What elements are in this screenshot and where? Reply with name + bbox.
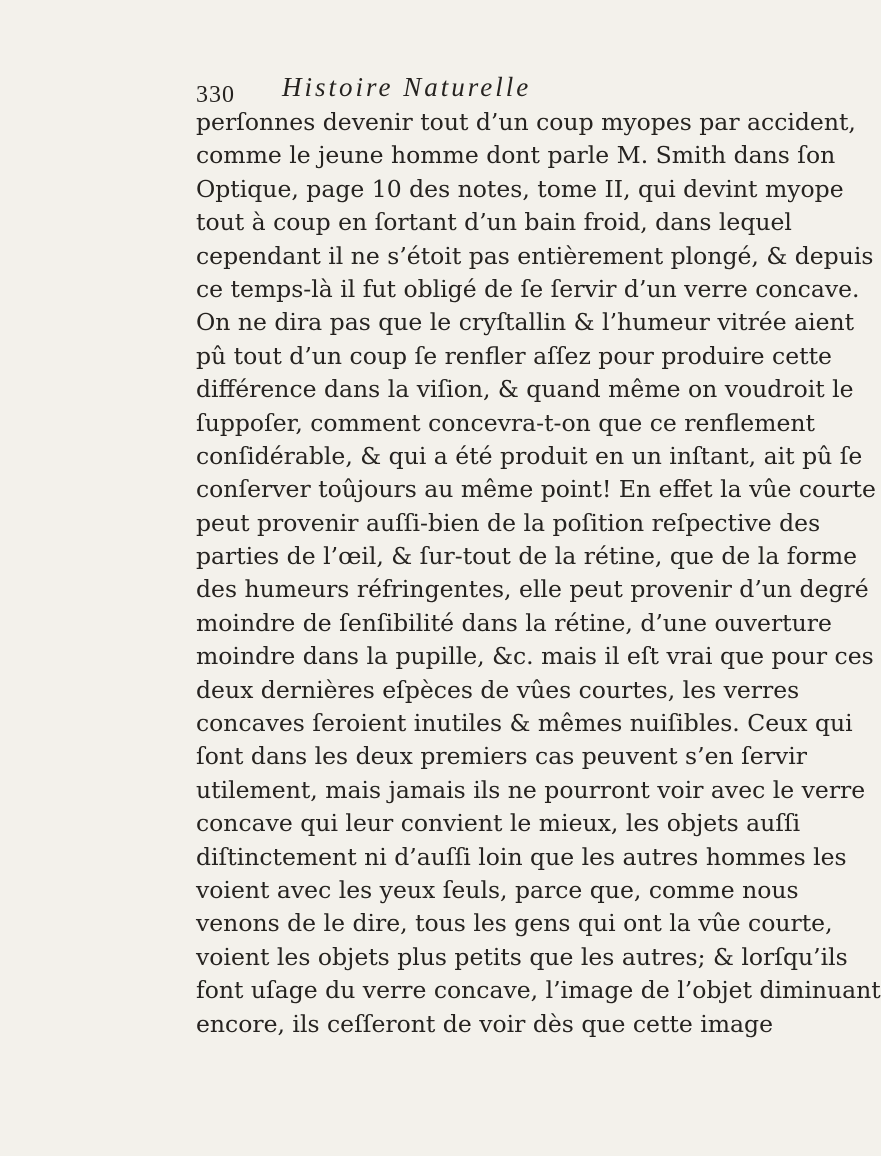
text-line: moindre dans la pupille, &c. mais il eſt vrai que pour ces xyxy=(196,642,874,671)
text-line: voient avec les yeux ſeuls, parce que, comme nous xyxy=(196,875,799,904)
text-line: tout à coup en ſortant d’un bain froid, dans lequel xyxy=(196,208,792,237)
page-number: 330 xyxy=(196,82,235,108)
body-text xyxy=(196,106,881,1041)
text-line: On ne dira pas que le cryſtallin & l’humeur vitrée aient xyxy=(196,308,855,337)
text-line: Optique, page 10 des notes, tome II, qui devint myope xyxy=(196,174,844,203)
text-line: concaves ſeroient inutiles & mêmes nuiſibles. Ceux qui xyxy=(196,709,853,738)
text-line: diſtinctement ni d’auſſi loin que les autres hommes les xyxy=(196,842,847,871)
text-line: peut provenir auſſi-bien de la poſition reſpective des xyxy=(196,508,821,537)
text-line: voient les objets plus petits que les autres; & lorſqu’ils xyxy=(196,942,848,971)
text-line: venons de le dire, tous les gens qui ont la vûe courte, xyxy=(196,909,833,938)
text-line: ſuppoſer, comment concevra-t-on que ce renflement xyxy=(196,408,815,437)
text-line: font uſage du verre concave, l’image de l’objet diminuant xyxy=(196,976,881,1005)
running-head: Histoire Naturelle xyxy=(282,72,532,102)
text-line: utilement, mais jamais ils ne pourront voir avec le verre xyxy=(196,775,866,804)
text-line: comme le jeune homme dont parle M. Smith dans ſon xyxy=(196,141,836,170)
text-line: encore, ils ceſſeront de voir dès que cette image xyxy=(196,1009,773,1038)
text-line: conſidérable, & qui a été produit en un inſtant, ait pû ſe xyxy=(196,441,863,470)
text-line: concave qui leur convient le mieux, les objets auſſi xyxy=(196,809,801,838)
text-line: des humeurs réfringentes, elle peut provenir d’un degré xyxy=(196,575,869,604)
text-line: ce temps-là il fut obligé de ſe ſervir d’un verre concave. xyxy=(196,274,860,303)
text-line: perſonnes devenir tout d’un coup myopes par accident, xyxy=(196,108,856,136)
text-line: pû tout d’un coup ſe renfler aſſez pour produire cette xyxy=(196,341,832,370)
text-line: conſerver toûjours au même point! En effet la vûe courte xyxy=(196,475,876,504)
text-line: moindre de ſenſibilité dans la rétine, d’une ouverture xyxy=(196,608,832,637)
page-header xyxy=(196,68,756,108)
text-line: cependant il ne s’étoit pas entièrement plongé, & depuis xyxy=(196,241,874,270)
text-line: deux dernières eſpèces de vûes courtes, les verres xyxy=(196,675,800,704)
text-line: différence dans la viſion, & quand même on voudroit le xyxy=(196,375,854,404)
text-line: ſont dans les deux premiers cas peuvent s’en ſervir xyxy=(196,742,807,771)
text-line: parties de l’œil, & ſur-tout de la rétine, que de la forme xyxy=(196,542,858,571)
